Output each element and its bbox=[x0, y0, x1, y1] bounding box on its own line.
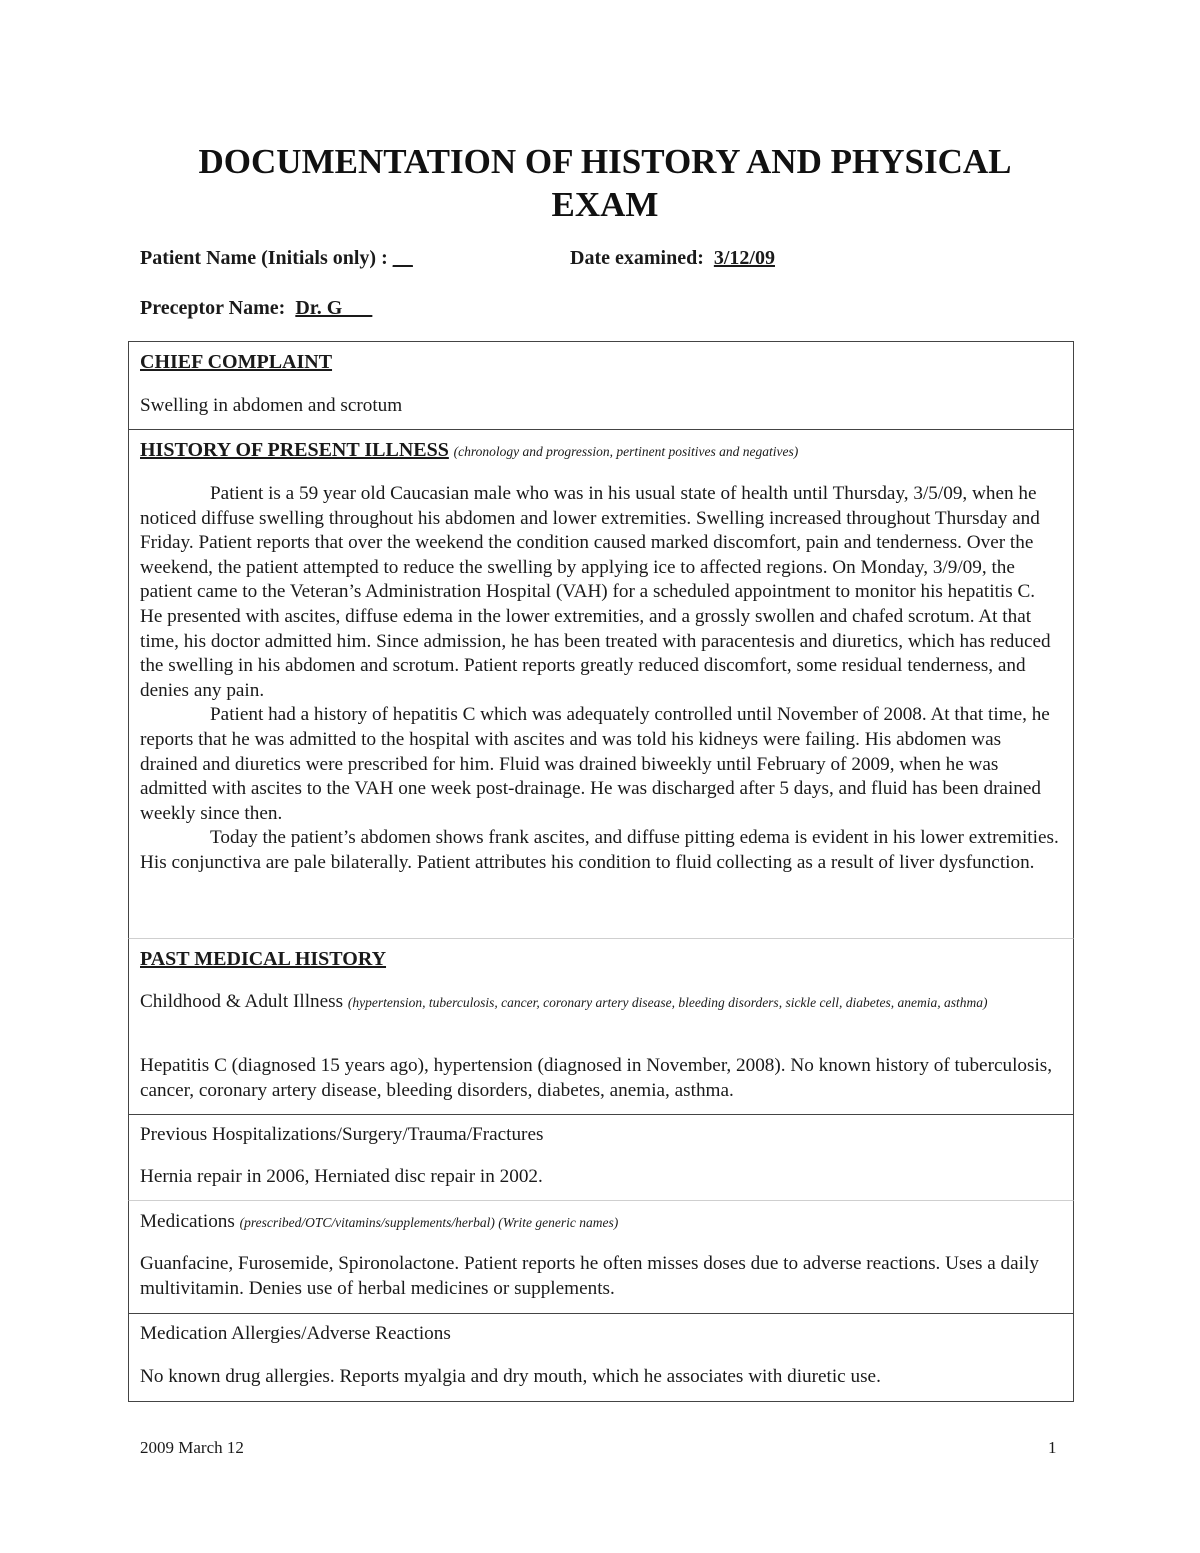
pmh-section bbox=[128, 938, 1074, 1114]
medications-text: Guanfacine, Furosemide, Spironolactone. Patient reports he often misses doses due to adverse reactions. Uses a daily multivitamin. Denies use of herbal medicines or supplements. bbox=[140, 1253, 1039, 1299]
medications-hint: (prescribed/OTC/vitamins/supplements/herbal) (Write generic names) bbox=[239, 1215, 619, 1230]
hpi-paragraph: Today the patient’s abdomen shows frank ascites, and diffuse pitting edema is evident in his lower extremities. His conjunctiva are pale bilaterally. Patient attributes his condition to fluid collecting as a result of liver dysfunction. bbox=[140, 827, 1059, 873]
preceptor-label: Preceptor Name: bbox=[140, 297, 296, 319]
date-examined-field bbox=[570, 246, 775, 270]
medications-label-row bbox=[140, 1210, 1061, 1236]
hospitalizations-section bbox=[128, 1114, 1074, 1200]
hpi-body bbox=[140, 482, 1061, 876]
pmh-heading: PAST MEDICAL HISTORY bbox=[140, 948, 387, 970]
patient-name-value: __ bbox=[392, 247, 413, 269]
chief-complaint-heading: CHIEF COMPLAINT bbox=[140, 351, 333, 373]
medications-label: Medications bbox=[140, 1211, 235, 1232]
illness-label: Childhood & Adult Illness bbox=[140, 991, 344, 1012]
illness-label-row bbox=[140, 991, 1061, 1014]
hpi-section bbox=[128, 429, 1074, 938]
footer-date: 2009 March 12 bbox=[140, 1438, 244, 1457]
preceptor-value: Dr. G bbox=[295, 297, 373, 319]
medications-section bbox=[128, 1200, 1074, 1313]
date-examined-value: 3/12/09 bbox=[713, 247, 775, 269]
illness-hint: (hypertension, tuberculosis, cancer, coronary artery disease, bleeding disorders, sickle cell, diabetes, anemia, asthma) bbox=[347, 995, 988, 1010]
illness-text: Hepatitis C (diagnosed 15 years ago), hypertension (diagnosed in November, 2008). No known history of tuberculosis, cancer, coronary artery disease, bleeding disorders, diabetes, anemia, asthma. bbox=[140, 1055, 1053, 1101]
page-number: 1 bbox=[1048, 1438, 1057, 1457]
hospitalizations-label: Previous Hospitalizations/Surgery/Trauma/Fractures bbox=[140, 1124, 544, 1145]
allergies-label: Medication Allergies/Adverse Reactions bbox=[140, 1323, 451, 1344]
allergies-section bbox=[128, 1313, 1074, 1402]
chief-complaint-section bbox=[128, 341, 1074, 429]
document-title: DOCUMENTATION OF HISTORY AND PHYSICAL EXAM bbox=[198, 142, 1012, 224]
patient-name-label: Patient Name (Initials only) : bbox=[140, 247, 393, 269]
hpi-paragraph: Patient is a 59 year old Caucasian male who was in his usual state of health until Thursday, 3/5/09, when he noticed diffuse swelling throughout his abdomen and lower extremities. Swelling increased throughout Thursday and Friday. Patient reports that over the weekend the condition caused marked discomfort, pain and tenderness. Over the weekend, the patient attempted to reduce the swelling by applying ice to affected regions. On Monday, 3/9/09, the patient came to the Veteran’s Administration Hospital (VAH) for a scheduled appointment to monitor his hepatitis C. He presented with ascites, diffuse edema in the lower extremities, and a grossly swollen and chafed scrotum. At that time, his doctor admitted him. Since admission, he has been treated with paracentesis and diuretics, which has reduced the swelling in his abdomen and scrotum. Patient reports greatly reduced discomfort, some residual tenderness, and denies any pain. bbox=[140, 483, 1051, 701]
chief-complaint-text: Swelling in abdomen and scrotum bbox=[140, 395, 403, 416]
preceptor-field bbox=[140, 296, 372, 320]
hpi-heading: HISTORY OF PRESENT ILLNESS (chronology and progression, pertinent positives and negatives) bbox=[140, 439, 799, 461]
patient-name-field bbox=[140, 246, 413, 270]
hpi-paragraph: Patient had a history of hepatitis C which was adequately controlled until November of 2008. At that time, he reports that he was admitted to the hospital with ascites and was told his kidneys were failing. His abdomen was drained and diuretics were prescribed for him. Fluid was drained biweekly until February of 2009, when he was admitted with ascites to the VAH one week post-drainage. He was discharged after 5 days, and fluid has been drained weekly since then. bbox=[140, 704, 1050, 824]
allergies-text: No known drug allergies. Reports myalgia and dry mouth, which he associates with diuretic use. bbox=[140, 1366, 881, 1387]
date-examined-label: Date examined: bbox=[570, 247, 714, 269]
hpi-hint: (chronology and progression, pertinent positives and negatives) bbox=[453, 444, 799, 459]
hospitalizations-text: Hernia repair in 2006, Herniated disc repair in 2002. bbox=[140, 1166, 543, 1187]
